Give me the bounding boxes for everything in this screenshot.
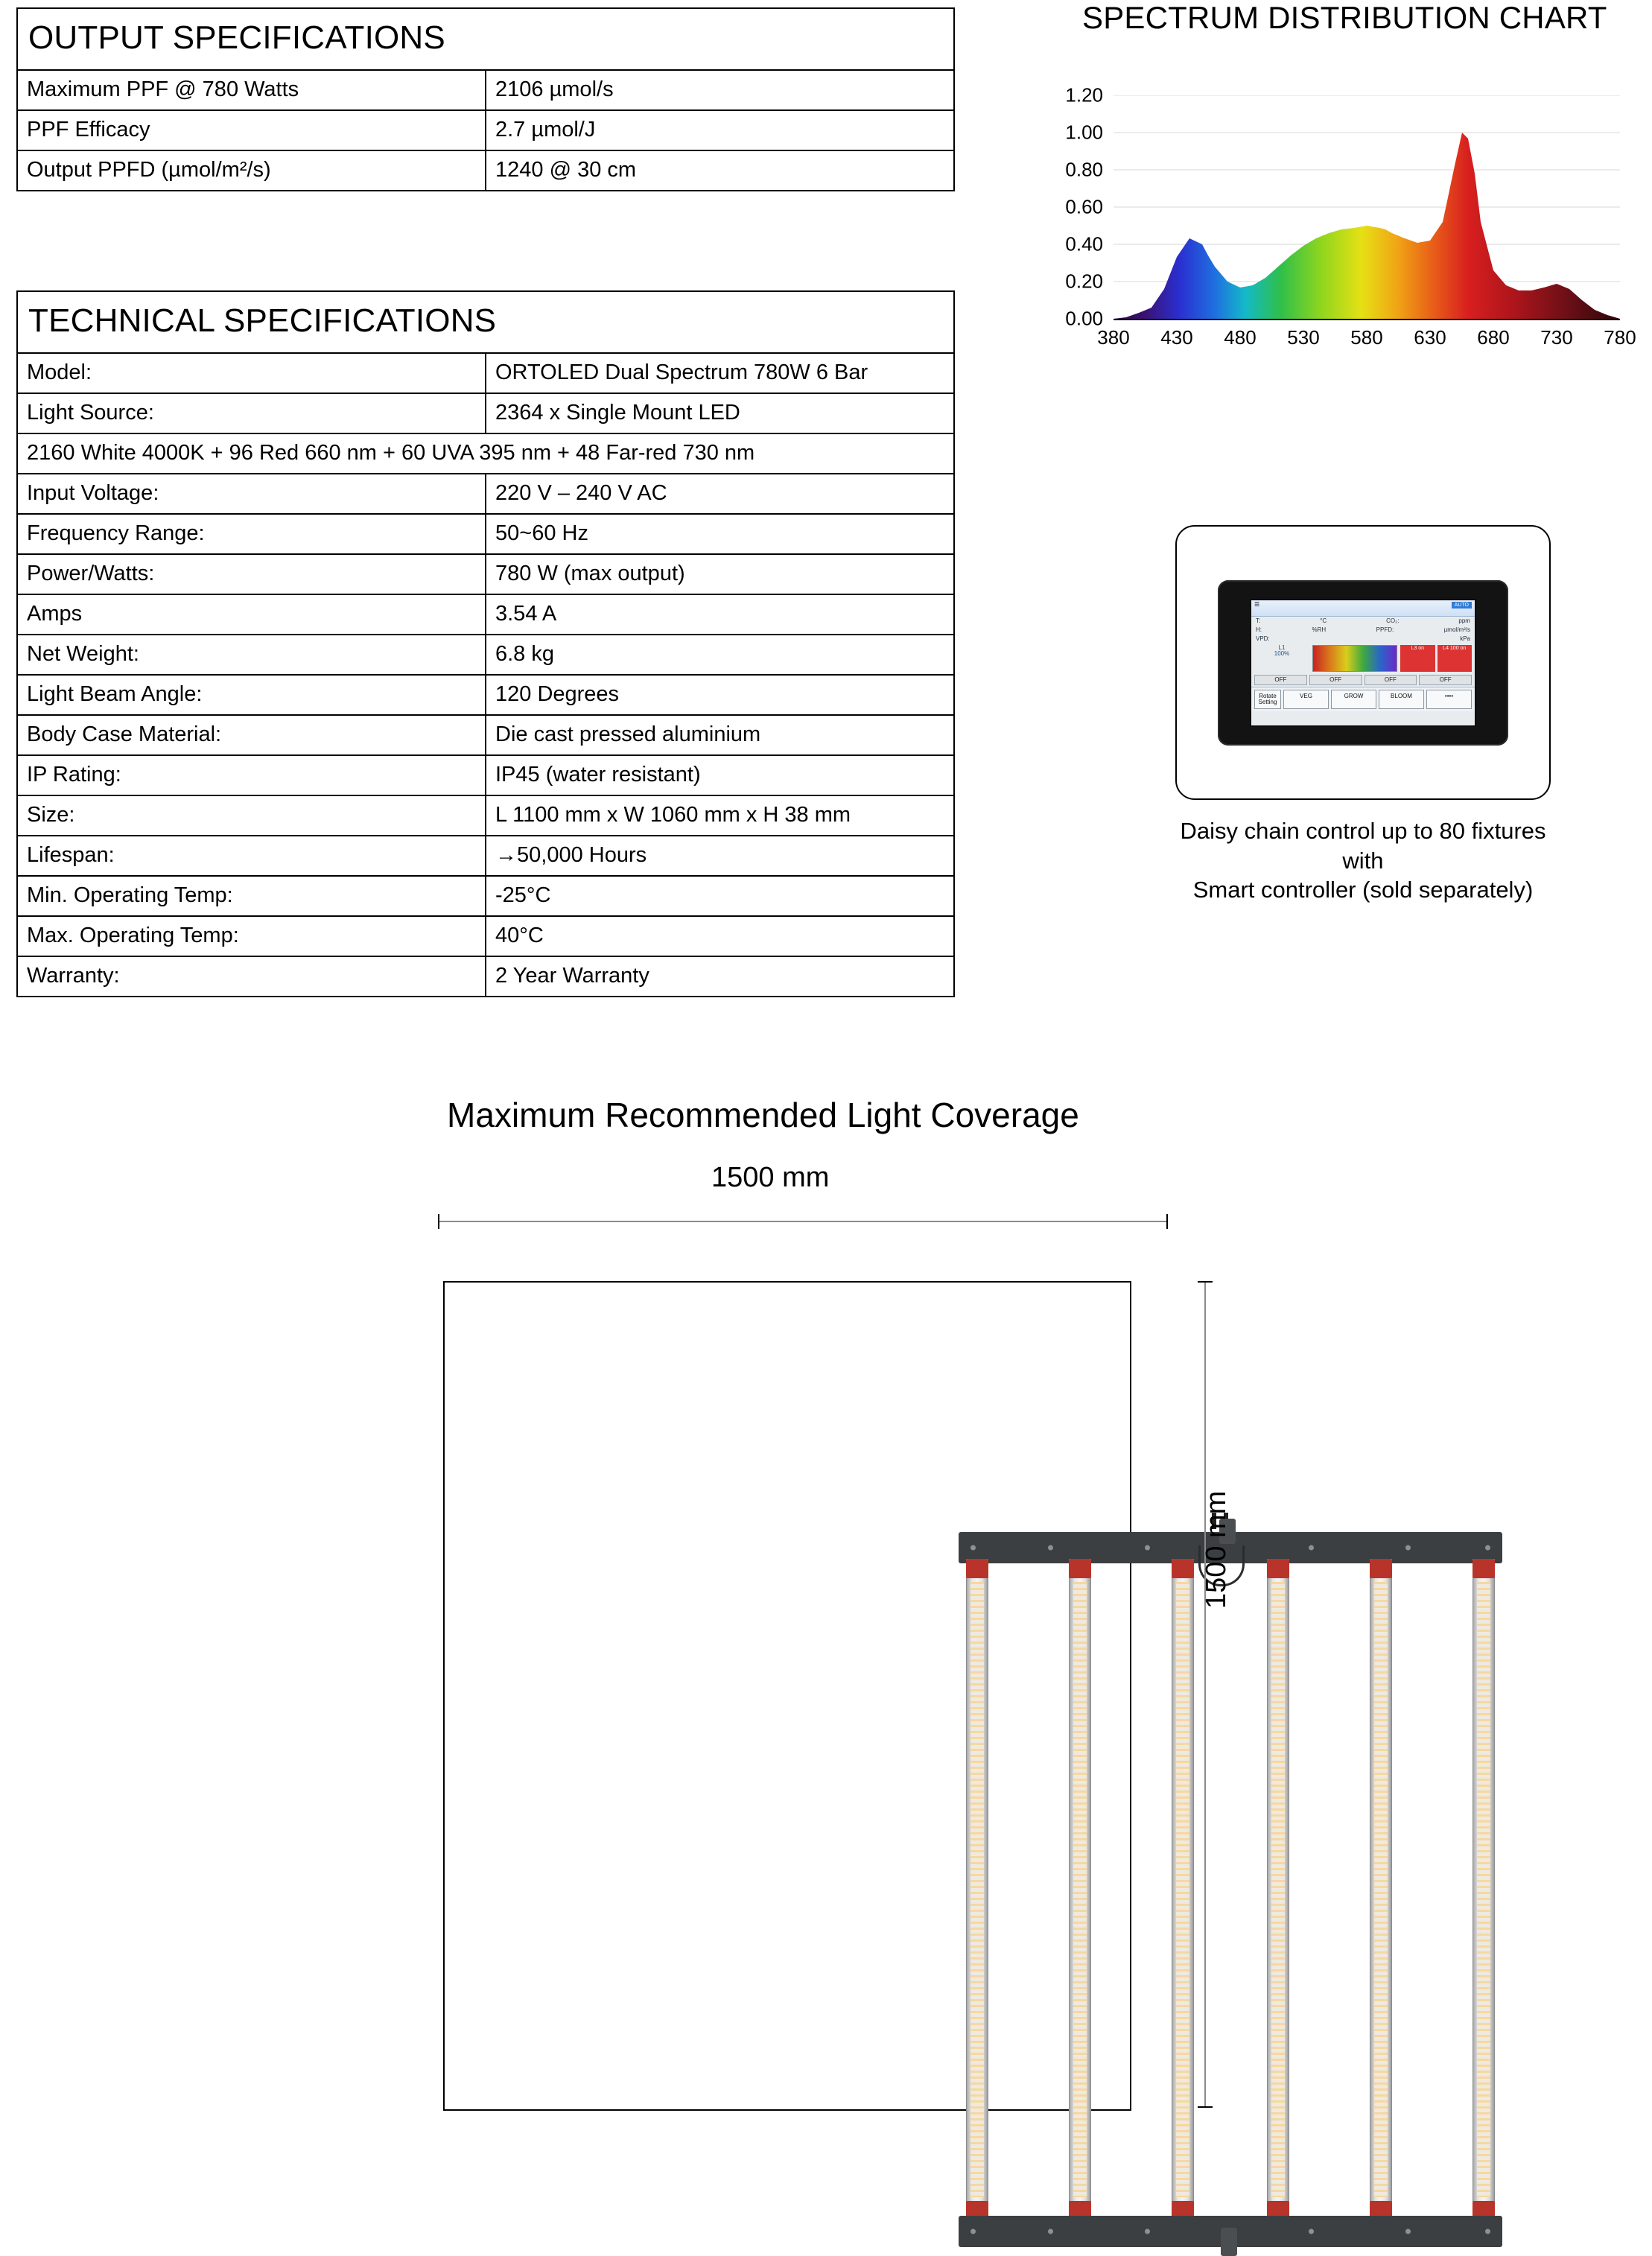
screen-off-button[interactable]: OFF — [1309, 675, 1362, 685]
chart-plot-area — [1039, 49, 1636, 349]
table-row — [17, 433, 954, 474]
table-row — [17, 916, 954, 956]
table-row — [17, 8, 954, 70]
x-tick: 480 — [1224, 326, 1257, 349]
table-row — [17, 594, 954, 635]
row-label: Light Source: — [17, 393, 486, 433]
controller-caption — [1169, 816, 1557, 905]
row-label: Max. Operating Temp: — [17, 916, 486, 956]
led-bar-end-cap — [1069, 1559, 1091, 1578]
table-row — [17, 291, 954, 353]
screen-spectrum-bars — [1312, 645, 1397, 672]
row-value: 120 Degrees — [486, 675, 954, 715]
x-tick: 730 — [1540, 326, 1573, 349]
row-value: 2106 µmol/s — [486, 70, 954, 110]
row-value: IP45 (water resistant) — [486, 755, 954, 795]
coverage-title: Maximum Recommended Light Coverage — [447, 1096, 1079, 1134]
y-tick: 0.20 — [1065, 270, 1103, 293]
row-label: Size: — [17, 795, 486, 836]
table-row — [17, 554, 954, 594]
screen-off-row — [1251, 673, 1475, 687]
screw-icon — [970, 2229, 976, 2234]
row-value: -25°C — [486, 876, 954, 916]
screw-icon — [1048, 2229, 1053, 2234]
table-row — [17, 150, 954, 191]
dimension-cap-right — [1166, 1214, 1168, 1229]
screen-chip: L3 on — [1400, 645, 1435, 672]
led-bar-end-cap — [1370, 1559, 1392, 1578]
x-tick: 780 — [1604, 326, 1636, 349]
row-value: →50,000 Hours — [486, 836, 954, 876]
screw-icon — [1309, 2229, 1314, 2234]
screw-icon — [1309, 1545, 1314, 1551]
x-tick: 530 — [1287, 326, 1320, 349]
screen-row-vpd — [1251, 635, 1475, 644]
row-value: 2.7 µmol/J — [486, 110, 954, 150]
x-axis-tick-labels — [1097, 326, 1636, 356]
row-value: ORTOLED Dual Spectrum 780W 6 Bar — [486, 353, 954, 393]
row-value: 3.54 A — [486, 594, 954, 635]
row-label: Model: — [17, 353, 486, 393]
controller-caption-line-2: Smart controller (sold separately) — [1192, 877, 1534, 903]
screen-more-button[interactable]: •••• — [1426, 690, 1472, 709]
screen-ppfd-label: PPFD: — [1376, 626, 1394, 633]
dimension-bar — [1204, 1281, 1206, 2108]
screen-co2-unit: ppm — [1458, 617, 1470, 624]
row-label: Min. Operating Temp: — [17, 876, 486, 916]
screen-mode-buttons — [1251, 687, 1475, 711]
led-strip — [970, 1582, 984, 2197]
spectrum-distribution-chart — [1039, 0, 1642, 349]
screw-icon — [1145, 1545, 1150, 1551]
row-value: Die cast pressed aluminium — [486, 715, 954, 755]
screen-humidity-unit: %RH — [1312, 626, 1327, 633]
x-tick: 680 — [1477, 326, 1510, 349]
table-row — [17, 755, 954, 795]
led-bar-end-cap — [1172, 1559, 1194, 1578]
led-strip — [1073, 1582, 1087, 2197]
screen-rotate-setting-button[interactable]: Rotate Setting — [1254, 690, 1281, 709]
y-axis-tick-labels — [1039, 83, 1108, 330]
row-value: 50~60 Hz — [486, 514, 954, 554]
screen-channel-area — [1251, 644, 1475, 673]
controller-screen — [1250, 599, 1476, 727]
led-bar-end-cap — [966, 1559, 988, 1578]
screw-icon — [1048, 1545, 1053, 1551]
screen-chip: L4 100 on — [1437, 645, 1472, 672]
y-tick: 1.00 — [1065, 121, 1103, 144]
screen-temp-label: T: — [1256, 617, 1261, 624]
technical-specifications-section — [16, 290, 955, 997]
table-row — [17, 110, 954, 150]
chart-title: SPECTRUM DISTRIBUTION CHART — [1082, 0, 1607, 35]
controller-image-frame — [1175, 525, 1551, 800]
screw-icon — [1485, 1545, 1490, 1551]
output-specifications-title: OUTPUT SPECIFICATIONS — [17, 8, 954, 70]
table-row — [17, 393, 954, 433]
led-strip — [1176, 1582, 1189, 2197]
row-label: Net Weight: — [17, 635, 486, 675]
table-row — [17, 836, 954, 876]
led-fixture-illustration — [959, 1532, 1502, 2247]
row-value: 2 Year Warranty — [486, 956, 954, 997]
controller-device — [1218, 580, 1508, 746]
screen-co2-label: CO₂: — [1386, 617, 1400, 624]
screen-grow-button[interactable]: GROW — [1331, 690, 1376, 709]
screen-veg-button[interactable]: VEG — [1283, 690, 1329, 709]
screen-ppfd-unit: µmol/m²/s — [1443, 626, 1470, 633]
row-label: Output PPFD (µmol/m²/s) — [17, 150, 486, 191]
screw-icon — [1145, 2229, 1150, 2234]
dimension-bar — [438, 1221, 1168, 1222]
row-label: Frequency Range: — [17, 514, 486, 554]
screen-channel-1-value: 100% — [1274, 649, 1290, 657]
table-row — [17, 675, 954, 715]
screen-vpd-label: VPD: — [1256, 635, 1270, 642]
screw-icon — [970, 1545, 976, 1551]
screw-icon — [1405, 2229, 1411, 2234]
x-tick: 580 — [1350, 326, 1383, 349]
dimension-cap-top — [1198, 1281, 1213, 1283]
spectrum-curve — [1113, 95, 1620, 320]
led-bar — [966, 1559, 988, 2220]
screen-channel-1 — [1254, 645, 1309, 672]
led-strip — [1477, 1582, 1490, 2197]
coverage-height-dimension-line — [1198, 1281, 1213, 2108]
screen-off-button[interactable]: OFF — [1254, 675, 1307, 685]
led-bar — [1370, 1559, 1392, 2220]
x-tick: 380 — [1097, 326, 1130, 349]
y-tick: 0.80 — [1065, 158, 1103, 181]
row-label: Input Voltage: — [17, 474, 486, 514]
fixture-bottom-connector-icon — [1221, 2228, 1237, 2256]
screw-icon — [1485, 2229, 1490, 2234]
row-value: 780 W (max output) — [486, 554, 954, 594]
row-label: Warranty: — [17, 956, 486, 997]
led-bar — [1069, 1559, 1091, 2220]
row-value: 40°C — [486, 916, 954, 956]
screen-row-humidity — [1251, 626, 1475, 635]
output-specifications-table — [16, 7, 955, 191]
row-value: 6.8 kg — [486, 635, 954, 675]
table-row — [17, 635, 954, 675]
y-tick: 0.00 — [1065, 307, 1103, 330]
screen-off-button[interactable]: OFF — [1365, 675, 1417, 685]
technical-specifications-table — [16, 290, 955, 997]
table-row — [17, 795, 954, 836]
led-bar — [1472, 1559, 1495, 2220]
table-row — [17, 876, 954, 916]
led-strip — [1374, 1582, 1388, 2197]
led-bar-end-cap — [1267, 1559, 1289, 1578]
row-value: L 1100 mm x W 1060 mm x H 38 mm — [486, 795, 954, 836]
row-label: Body Case Material: — [17, 715, 486, 755]
screen-channel-1-label: L1 — [1278, 644, 1286, 651]
x-tick: 430 — [1160, 326, 1193, 349]
screen-bloom-button[interactable]: BLOOM — [1379, 690, 1424, 709]
dimension-cap-bottom — [1198, 2106, 1213, 2108]
row-value: 2364 x Single Mount LED — [486, 393, 954, 433]
led-bar — [1172, 1559, 1194, 2220]
row-label: PPF Efficacy — [17, 110, 486, 150]
row-value: 1240 @ 30 cm — [486, 150, 954, 191]
table-row — [17, 956, 954, 997]
table-row — [17, 474, 954, 514]
smart-controller-section — [1169, 525, 1557, 905]
y-tick: 0.60 — [1065, 195, 1103, 218]
output-specifications-section — [16, 7, 955, 191]
screen-temp-unit: °C — [1320, 617, 1327, 624]
table-row — [17, 353, 954, 393]
technical-specifications-title: TECHNICAL SPECIFICATIONS — [17, 291, 954, 353]
led-bar-end-cap — [1472, 1559, 1495, 1578]
table-row — [17, 715, 954, 755]
row-label: IP Rating: — [17, 755, 486, 795]
screen-channel-chips — [1400, 645, 1472, 672]
row-label: Lifespan: — [17, 836, 486, 876]
row-label: Light Beam Angle: — [17, 675, 486, 715]
screen-row-temp — [1251, 617, 1475, 626]
x-tick: 630 — [1414, 326, 1446, 349]
coverage-area-box — [443, 1281, 1131, 2111]
screen-menu-icon: ☰ — [1254, 600, 1260, 608]
screw-icon — [1405, 1545, 1411, 1551]
coverage-width-label: 1500 mm — [711, 1162, 830, 1193]
y-tick: 1.20 — [1065, 83, 1103, 107]
table-row — [17, 514, 954, 554]
table-row — [17, 70, 954, 110]
led-composition-row: 2160 White 4000K + 96 Red 660 nm + 60 UVA 395 nm + 48 Far-red 730 nm — [17, 433, 954, 474]
coverage-width-dimension-line — [438, 1214, 1168, 1229]
led-bar — [1267, 1559, 1289, 2220]
dimension-cap-left — [438, 1214, 439, 1229]
row-value: 220 V – 240 V AC — [486, 474, 954, 514]
screen-off-button[interactable]: OFF — [1419, 675, 1472, 685]
screen-vpd-unit: kPa — [1460, 635, 1470, 642]
screen-mode-badge: AUTO — [1452, 602, 1472, 609]
row-label: Maximum PPF @ 780 Watts — [17, 70, 486, 110]
led-strip — [1271, 1582, 1285, 2197]
coverage-height-label: 1500 mm — [1201, 1490, 1232, 1609]
row-label: Power/Watts: — [17, 554, 486, 594]
controller-caption-line-1: Daisy chain control up to 80 fixtures with — [1180, 818, 1546, 874]
screen-humidity-label: H: — [1256, 626, 1262, 633]
y-tick: 0.40 — [1065, 232, 1103, 255]
screen-statusbar — [1251, 600, 1475, 617]
row-label: Amps — [17, 594, 486, 635]
